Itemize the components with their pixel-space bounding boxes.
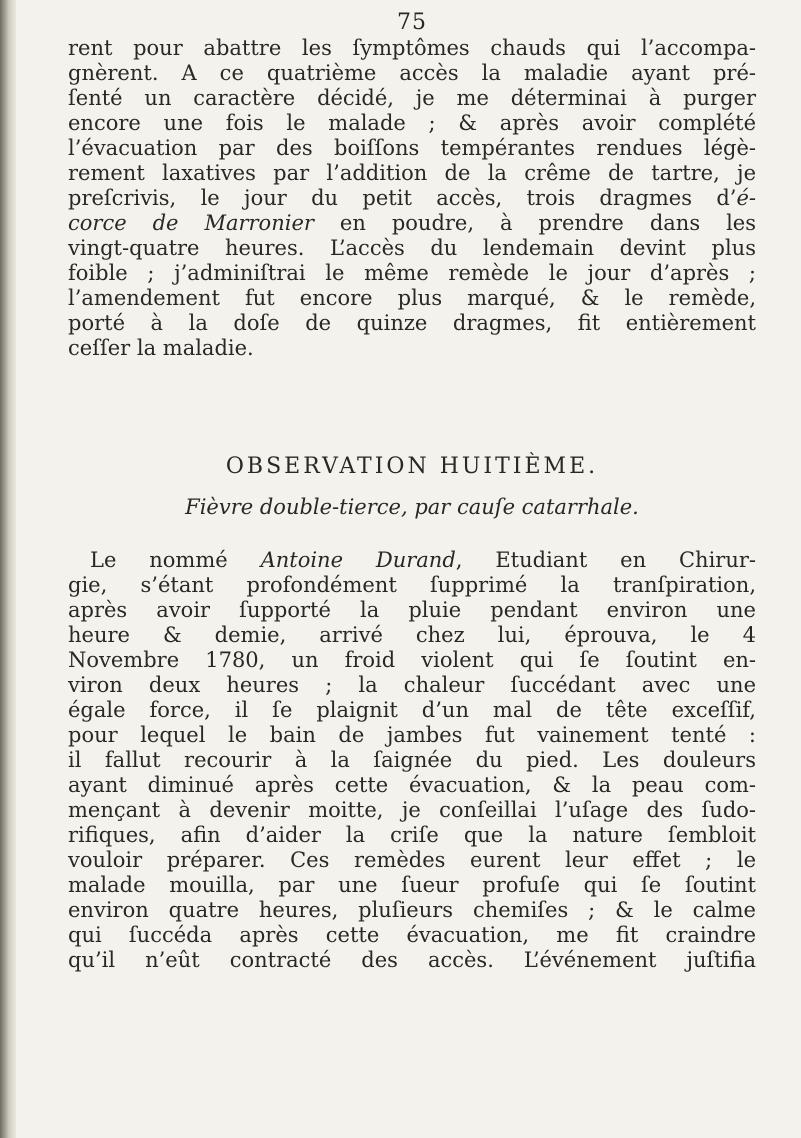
text-segment: preſcrivis, le jour du petit accès, trois dragmes d’: [68, 186, 737, 210]
patient-name: Antoine Durand: [260, 548, 456, 572]
text-line: [68, 211, 756, 236]
text-line: Novembre 1780, un froid violent qui ſe ſoutint en-: [68, 648, 756, 672]
text-line: vouloir préparer. Ces remèdes eurent leur effet ; le: [68, 848, 756, 872]
text-line: foible ; j’adminiſtrai le même remède le jour d’après ;: [68, 261, 756, 285]
text-segment: Le nommé: [90, 548, 261, 572]
page-number: 75: [397, 10, 427, 35]
text-line: après avoir ſupporté la pluie pendant environ une: [68, 598, 756, 622]
italic-term: corce de Marronier: [68, 211, 314, 235]
text-line: ceſſer la maladie.: [68, 336, 254, 360]
text-line: ayant diminué après cette évacuation, & la peau com-: [68, 773, 756, 797]
text-line: heure & demie, arrivé chez lui, éprouva, le 4: [68, 623, 756, 647]
text-line: l’évacuation par des boiſſons tempérantes rendues légè-: [68, 136, 756, 160]
text-line: environ quatre heures, pluſieurs chemiſes ; & le calme: [68, 898, 756, 922]
italic-term: é-: [736, 186, 756, 210]
text-line: vingt-quatre heures. L’accès du lendemain devint plus: [68, 236, 756, 260]
text-line: qui ſuccéda après cette évacuation, me fit craindre: [68, 923, 756, 947]
text-segment: , Etudiant en Chirur-: [455, 548, 756, 572]
text-line: mençant à devenir moitte, je conſeillai l’uſage des ſudo-: [68, 798, 756, 822]
text-line: gie, s’étant profondément ſupprimé la tranſpiration,: [68, 573, 756, 597]
text-line: qu’il n’eût contracté des accès. L’événement juſtifia: [68, 948, 756, 972]
text-segment: en poudre, à prendre dans les: [313, 211, 756, 235]
text-line: il fallut recourir à la ſaignée du pied. Les douleurs: [68, 748, 756, 772]
text-line: porté à la doſe de quinze dragmes, fit entièrement: [68, 311, 756, 335]
observation-heading: OBSERVATION HUITIÈME.: [225, 454, 599, 479]
text-line: ſenté un caractère décidé, je me déterminai à purger: [68, 86, 756, 110]
text-line: viron deux heures ; la chaleur ſuccédant avec une: [68, 673, 756, 697]
text-line: malade mouilla, par une ſueur profuſe qui ſe ſoutint: [68, 873, 756, 897]
text-line: l’amendement fut encore plus marqué, & le remède,: [68, 286, 756, 310]
text-line: [68, 548, 756, 573]
text-line: pour lequel le bain de jambes fut vainement tenté :: [68, 723, 756, 747]
text-line: [68, 186, 756, 211]
book-spine-shadow: [0, 0, 16, 1138]
book-page: [68, 0, 756, 1138]
text-line: rifiques, afin d’aider la criſe que la nature ſembloit: [68, 823, 756, 847]
observation-paragraph: [68, 548, 756, 973]
text-line: rement laxatives par l’addition de la crême de tartre, je: [68, 161, 756, 185]
text-line: encore une fois le malade ; & après avoir complété: [68, 111, 756, 135]
observation-subtitle: Fièvre double-tierce, par cauſe catarrhale.: [185, 495, 639, 519]
text-line: rent pour abattre les ſymptômes chauds qui l’accompa-: [68, 36, 756, 60]
paragraph-continued: [68, 36, 756, 361]
text-line: gnèrent. A ce quatrième accès la maladie ayant pré-: [68, 61, 756, 85]
text-line: égale force, il ſe plaignit d’un mal de tête exceſſif,: [68, 698, 756, 722]
